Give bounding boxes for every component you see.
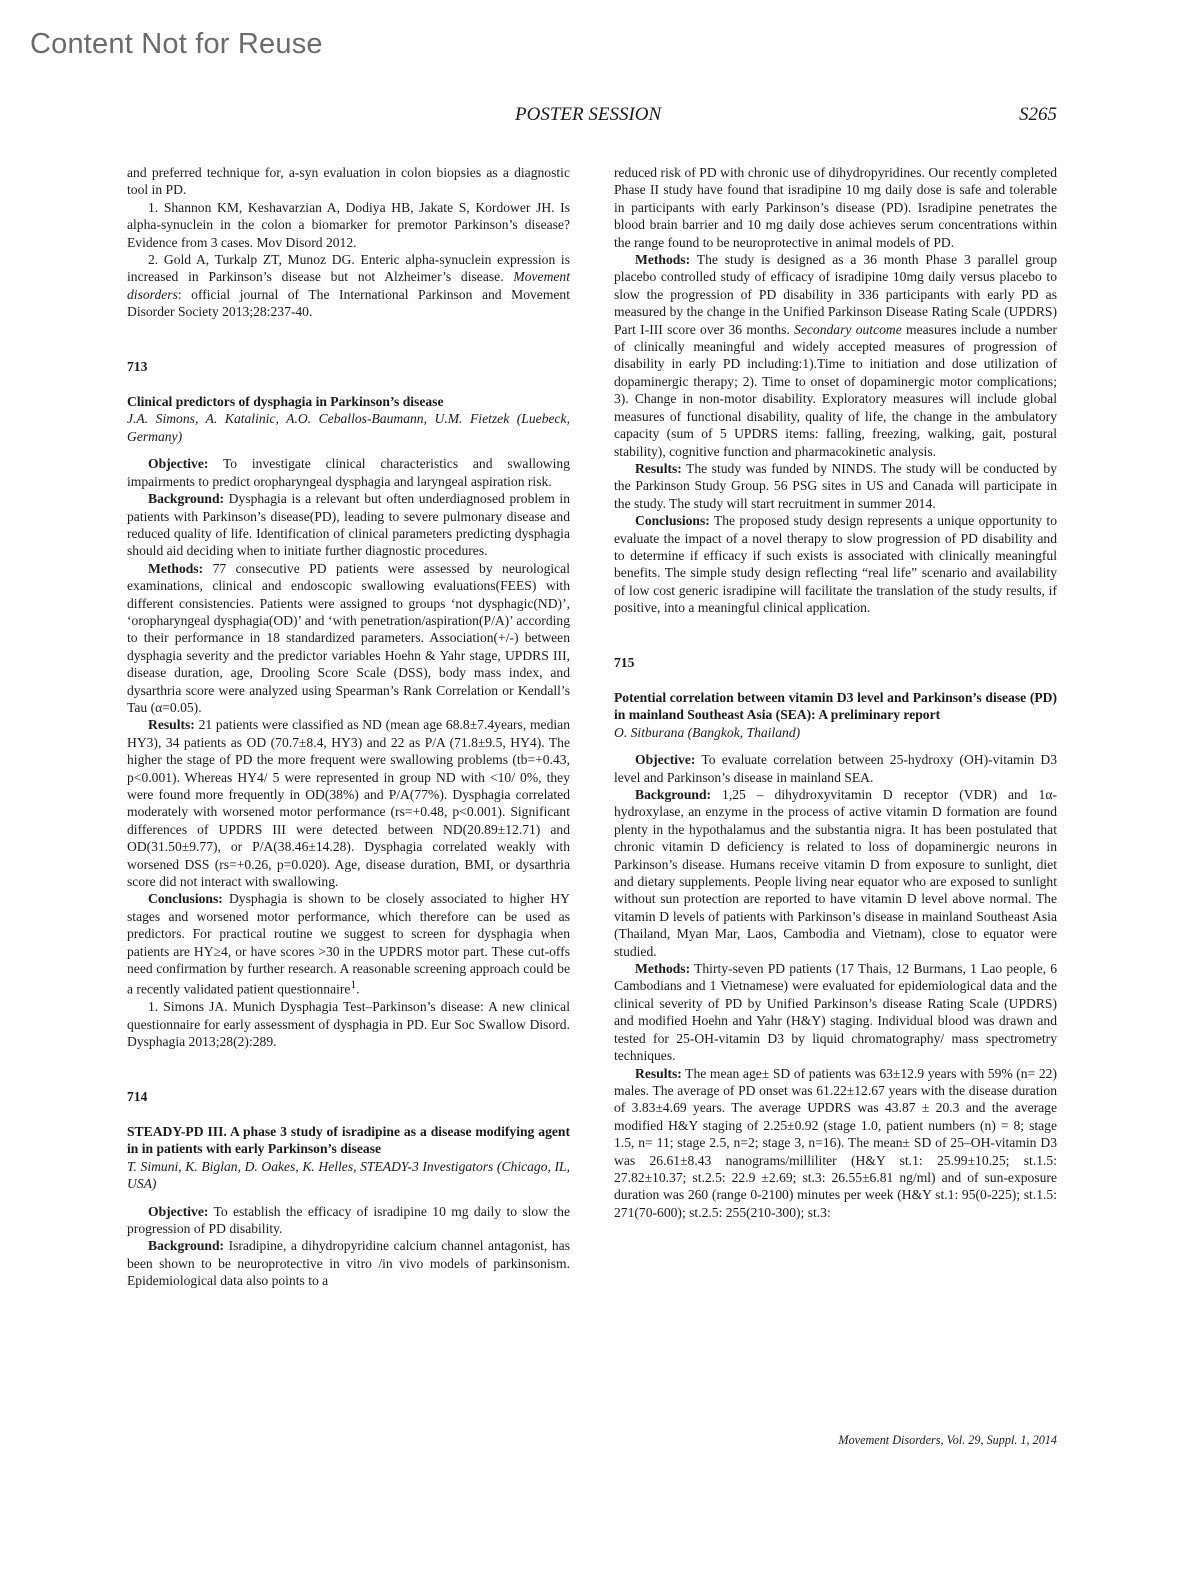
reference-item: 2. Gold A, Turkalp ZT, Munoz DG. Enteric alpha-synuclein expression is increased in Parkinson’s disease but not Alzheimer’s disease. Movement disorders: official journal of The International Parkinson and Movement Disorder Society 2013;28:237-40. — [127, 252, 570, 320]
background-paragraph: Background: Dysphagia is a relevant but often underdiagnosed problem in patients with Parkinson’s disease(PD), leading to severe pulmonary disease and reduced quality of life. Identification of clinical parameters predicting dysphagia should aid deciding when to initiate further diagnostic procedures. — [127, 491, 570, 559]
section-title: POSTER SESSION — [515, 104, 662, 125]
results-paragraph: Results: 21 patients were classified as ND (mean age 68.8±7.4years, median HY3), 34 patients as OD (70.7±8.4, HY3) and 22 as P/A (71.8±9.5, HY4). The higher the stage of PD the more frequent were swallowing problems (tb=+0.43, p<0.001). Whereas HY4/ 5 were represented in group ND with <10/ 0%, they were found more frequently in OD(38%) and P/A(77%). Dysphagia correlated moderately with worsened motor performance (rs=+0.48, p<0.001). Significant differences of UPDRS III were detected between ND(20.89±12.71) and OD(31.50±9.77), or P/A(38.46±14.28). Dysphagia correlated weakly with worsened DSS (rs=+0.26, p=0.020). Age, disease duration, BMI, or dysarthria score did not interact with swallowing. — [127, 717, 570, 890]
background-paragraph: Background: Isradipine, a dihydropyridine calcium channel antagonist, has been shown to be neuroprotective in vitro /in vivo models of parkinsonism. Epidemiological data also points to a — [127, 1238, 570, 1289]
watermark: Content Not for Reuse — [30, 28, 323, 60]
reference-item: 1. Simons JA. Munich Dysphagia Test–Parkinson’s disease: A new clinical questionnaire for early assessment of dysphagia in PD. Eur Soc Swallow Disord. Dysphagia 2013;28(2):289. — [127, 999, 570, 1050]
results-paragraph: Results: The mean age± SD of patients was 63±12.9 years with 59% (n= 22) males. The average of PD onset was 61.22±12.67 years with the disease duration of 3.83±4.69 years. The average UPDRS was 43.87 ± 20.3 and the average modified H&Y staging of 2.25±0.92 (stage 1.0, patient numbers (n) = 8; stage 1.5, n= 11; stage 2.5, n=2; stage 3, n=16). The mean± SD of 25–OH-vitamin D3 was 26.61±8.43 nanograms/milliliter (H&Y st.1: 25.99±10.25; st.1.5: 27.82±10.37; st.2.5: 22.9 ±2.69; st.3: 26.55±6.81 ng/ml) and of sun-exposure duration was 260 (range 0-2100) minutes per week (H&Y st.1: 95(0-225); st.1.5: 271(70-600); st.2.5: 255(210-300); st.3: — [614, 1065, 1057, 1220]
journal-footer: Movement Disorders, Vol. 29, Suppl. 1, 2014 — [838, 1433, 1057, 1447]
objective-paragraph: Objective: To evaluate correlation between 25-hydroxy (OH)-vitamin D3 level and Parkinson’s disease in mainland SEA. — [614, 752, 1057, 785]
methods-paragraph: Methods: Thirty-seven PD patients (17 Thais, 12 Burmans, 1 Lao people, 6 Cambodians and 1 Vietnamese) were evaluated for epidemiological data and the clinical severity of PD by Unified Parkinson’s disease Rating Scale (UPDRS) and modified Hoehn and Yahr (H&Y) staging. Individual blood was drawn and tested for 25-OH-vitamin D3 by liquid chromatography/ mass spectrometry techniques. — [614, 961, 1057, 1064]
right-column — [614, 164, 1057, 1221]
methods-paragraph: Methods: The study is designed as a 36 month Phase 3 parallel group placebo controlled study of efficacy of isradipine 10mg daily versus placebo to slow the progression of PD disability in 336 participants with early PD as measured by the change in the Unified Parkinson Disease Rating Scale (UPDRS) Part I-III score over 36 months. Secondary outcome measures include a number of clinically meaningful and widely accepted measures of progression of disability in early PD including:1).Time to initiation and dose utilization of dopaminergic therapy; 2). Time to onset of dopaminergic motor complications; 3). Change in non-motor disability. Exploratory measures will include global measures of functional disability, quality of life, the change in the ambulatory capacity (sum of 5 UPDRS items: falling, freezing, walking, gait, postural stability), cognitive function and pharmacokinetic analysis. — [614, 252, 1057, 459]
reference-item: 1. Shannon KM, Keshavarzian A, Dodiya HB, Jakate S, Kordower JH. Is alpha-synuclein in the colon a biomarker for premotor Parkinson’s disease? Evidence from 3 cases. Mov Disord 2012. — [127, 199, 570, 250]
abstract-number: 713 — [127, 358, 148, 374]
abstract-authors: J.A. Simons, A. Katalinic, A.O. Ceballos-Baumann, U.M. Fietzek (Luebeck, Germany) — [127, 411, 570, 444]
background-paragraph: Background: 1,25 – dihydroxyvitamin D receptor (VDR) and 1α-hydroxylase, an enzyme in the process of active vitamin D formation are found plenty in the hypothalamus and the substantia nigra. It has been postulated that chronic vitamin D deficiency is related to loss of dopaminergic neurons in Parkinson’s disease. Humans receive vitamin D from exposure to sunlight, diet and dietary supplements. People living near equator who are exposed to sunlight without sun protection are reported to have vitamin D level above normal. The vitamin D levels of patients with Parkinson’s disease in mainland Southeast Asia (Thailand, Myan Mar, Laos, Cambodia and Vietnam), close to equator were studied. — [614, 787, 1057, 959]
left-column — [127, 164, 570, 1290]
page-number: S265 — [1019, 104, 1057, 125]
abstract-number: 714 — [127, 1088, 148, 1104]
conclusions-paragraph: Conclusions: Dysphagia is shown to be closely associated to higher HY stages and worsened motor performance, which therefore can be used as predictors. For practical routine we suggest to screen for dysphagia when patients are HY≥4, or have scores >30 in the UPDRS motor part. These cut-offs need confirmation by further research. A reasonable screening approach could be a recently validated patient questionnaire$^1$. — [127, 891, 570, 997]
objective-paragraph: Objective: To establish the efficacy of isradipine 10 mg daily to slow the progression of PD disability. — [127, 1203, 570, 1237]
objective-paragraph: Objective: To investigate clinical characteristics and swallowing impairments to predict oropharyngeal dysphagia and laryngeal aspiration risk. — [127, 456, 570, 489]
intro-continuation: and preferred technique for, a-syn evaluation in colon biopsies as a diagnostic tool in PD. — [127, 165, 570, 198]
results-paragraph: Results: The study was funded by NINDS. The study will be conducted by the Parkinson Study Group. 56 PSG sites in US and Canada will participate in the study. The study will start recruitment in summer 2014. — [614, 460, 1057, 511]
abstract-title: STEADY-PD III. A phase 3 study of isradipine as a disease modifying agent in in patients with early Parkinson’s disease — [127, 1124, 570, 1157]
abstract-title: Clinical predictors of dysphagia in Parkinson’s disease — [127, 394, 444, 410]
conclusions-paragraph: Conclusions: The proposed study design represents a unique opportunity to evaluate the impact of a novel therapy to slow progression of PD disability and to determine if efficacy if such exists is associated with clinically meaningful benefits. The simple study design reflecting “real life” scenario and availability of low cost generic isradipine will facilitate the translation of the study results, if positive, into a meaningful clinical application. — [614, 513, 1057, 616]
abstract-authors: T. Simuni, K. Biglan, D. Oakes, K. Helles, STEADY-3 Investigators (Chicago, IL, USA) — [127, 1158, 570, 1192]
abstract-title: Potential correlation between vitamin D3 level and Parkinson’s disease (PD) in mainland Southeast Asia (SEA): A preliminary report — [614, 689, 1057, 723]
running-head — [127, 104, 1057, 132]
methods-paragraph: Methods: 77 consecutive PD patients were assessed by neurological examinations, clinical and endoscopic swallowing evaluations(FEES) with different consistencies. Patients were assigned to groups ‘not dysphagic(ND)’, ‘oropharyngeal dysphagia(OD)’ and ‘with penetration/aspiration(P/A)’ according to their performance in 18 standardized parameters. Association(+/-) between dysphagia severity and the predictor variables Hoehn & Yahr stage, UPDRS III, disease duration, age, Drooling Score Scale (DSS), body mass index, and dysarthria score were analyzed using Spearman’s Rank Correlation or Kendall’s Tau (α=0.05). — [127, 560, 570, 715]
abstract-authors: O. Sitburana (Bangkok, Thailand) — [614, 724, 801, 740]
background-continuation: reduced risk of PD with chronic use of dihydropyridines. Our recently completed Phase II study have found that isradipine 10 mg daily dose is safe and tolerable in participants with early Parkinson’s disease (PD). Isradipine penetrates the blood brain barrier and 10 mg daily dose achieves serum concentrations within the range found to be neuroprotective in animal models of PD. — [614, 165, 1057, 250]
abstract-number: 715 — [614, 654, 635, 670]
